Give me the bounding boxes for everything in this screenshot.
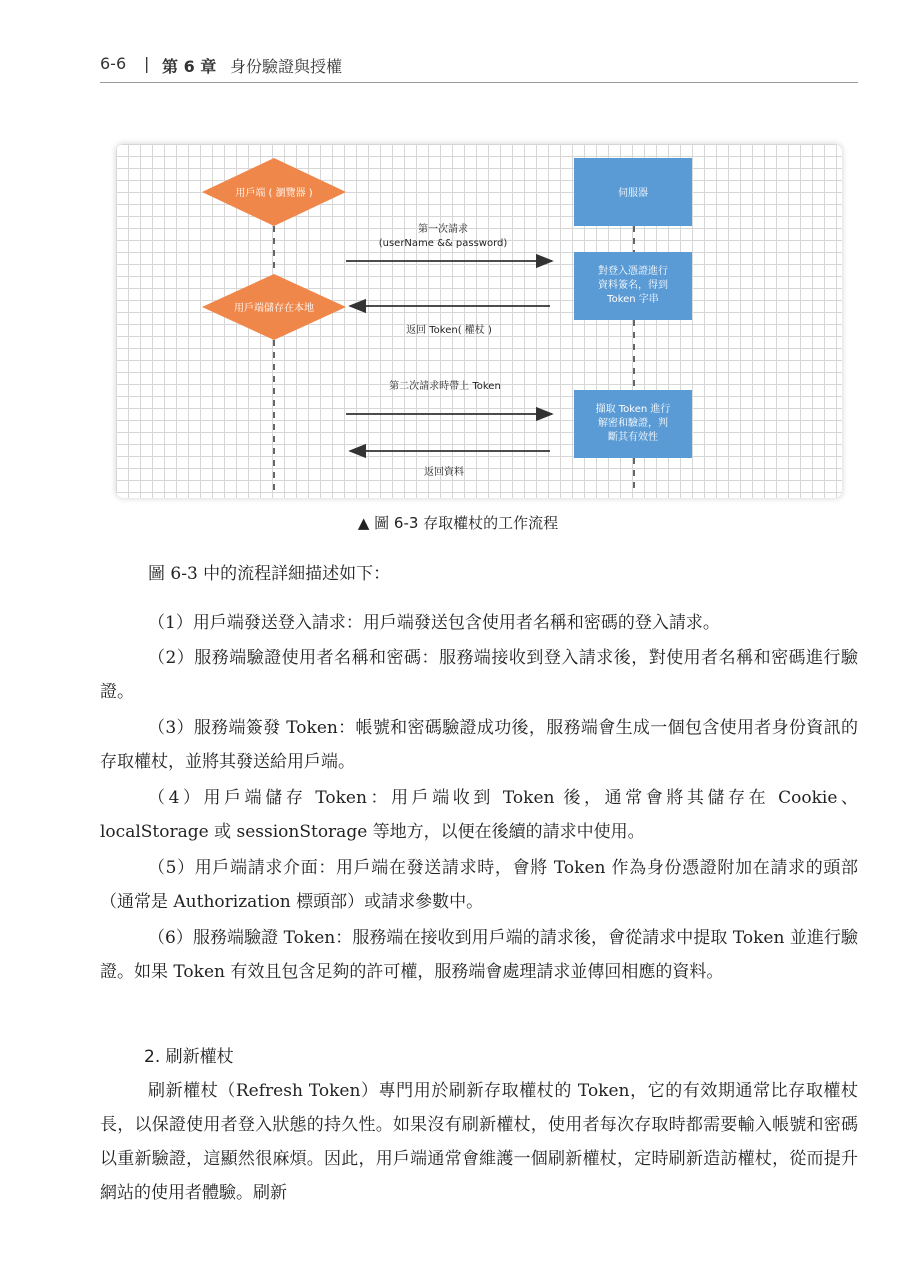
section-body: 刷新權杖（Refresh Token）專門用於刷新存取權杖的 Token，它的有效期通常比存取權杖長，以保證使用者登入狀態的持久性。如果沒有刷新權杖，使用者每次存取時都需要輸入帳號和密碼以重新驗證，這顯然很麻煩。因此，用戶端通常會維護一個刷新權杖，定時刷新造訪權杖，從而提升網站的使用者體驗。刷新 (100, 1081, 858, 1203)
sign-box-line-2: 資料簽名，得到 (598, 280, 668, 291)
step-4: （4）用戶端儲存 Token：用戶端收到 Token 後，通常會將其儲存在 Cookie、localStorage 或 sessionStorage 等地方，以便在後續的請求中使用。 (100, 788, 858, 842)
step-2: （2）服務端驗證使用者名稱和密碼：服務端接收到登入請求後，對使用者名稱和密碼進行驗證。 (100, 648, 858, 702)
verify-box-line-1: 擷取 Token 進行 (595, 404, 671, 415)
sign-box-line-3: Token 字串 (607, 294, 659, 305)
first-request-label-2: (userName && password) (378, 238, 508, 249)
client-store-label: 用戶端儲存在本地 (234, 303, 314, 314)
return-data-label: 返回資料 (424, 467, 464, 478)
first-request-label-1: 第一次請求 (418, 224, 468, 235)
flow-diagram (116, 144, 842, 498)
verify-box-line-3: 斷其有效性 (608, 432, 658, 443)
step-3: （3）服務端簽發 Token：帳號和密碼驗證成功後，服務端會生成一個包含使用者身份資訊的存取權杖，並將其發送給用戶端。 (100, 718, 858, 772)
return-token-label: 返回 Token( 權杖 ) (406, 325, 492, 336)
second-request-label: 第二次請求時帶上 Token (389, 381, 501, 392)
verify-box-line-2: 解密和驗證，判 (598, 418, 668, 429)
page-number: 6-6 (100, 54, 127, 73)
flow-diagram-svg (116, 144, 842, 498)
sign-box-line-1: 對登入憑證進行 (598, 266, 668, 277)
intro-paragraph: 圖 6-3 中的流程詳細描述如下： (148, 564, 391, 584)
chapter-title: 身份驗證與授權 (230, 57, 343, 76)
chapter-label: 第 6 章 (162, 57, 217, 76)
server-node-label: 伺服器 (618, 188, 648, 199)
running-header (100, 52, 858, 83)
figure-caption: ▲ 圖 6-3 存取權杖的工作流程 (357, 514, 559, 532)
step-6: （6）服務端驗證 Token：服務端在接收到用戶端的請求後，會從請求中提取 Token 並進行驗證。如果 Token 有效且包含足夠的許可權，服務端會處理請求並傳回相應的資料。 (100, 928, 858, 982)
header-separator: | (144, 54, 150, 73)
step-1: （1）用戶端發送登入請求：用戶端發送包含使用者名稱和密碼的登入請求。 (148, 613, 720, 633)
step-5: （5）用戶端請求介面：用戶端在發送請求時，會將 Token 作為身份憑證附加在請求的頭部（通常是 Authorization 標頭部）或請求參數中。 (100, 858, 858, 912)
client-node-label: 用戶端 ( 瀏覽器 ) (235, 188, 313, 199)
section-heading: 2. 刷新權杖 (144, 1047, 234, 1067)
